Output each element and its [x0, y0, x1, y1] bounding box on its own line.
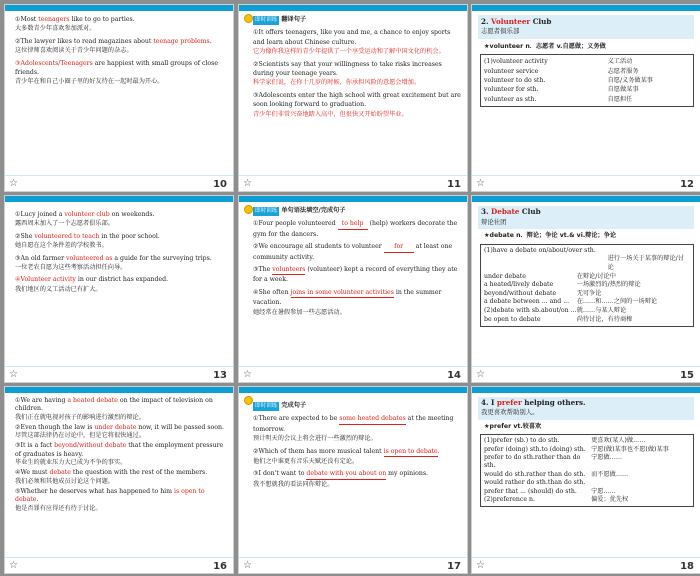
phrase-box: (1)prefer (sb.) to do sth. 更喜欢(某人)做…… prefer (doing) sth.to (doing) sth. 宁愿(做)某事也不愿(做)某事 prefer to do sth.rather than do sth. 宁愿做…… would do sth.rather than do sth. 而不愿做…… would rather do sth.than do sth. prefer that ... (should) do sth. 宁愿…… (2)preference n. 偏爱；优先权: [480, 434, 694, 507]
slide-top-bar: [5, 196, 233, 202]
star-icon: ☆: [476, 560, 485, 571]
slide-content: 即时训练 翻译句子 ①It offers teenagers, like you and me, a chance to enjoy sports and learn about Chinese culture. 它为像你我这样的青少年提供了一个享受运动和了解中国文化的机会。 ②Scientists say that your willingness to take risks increases during your teenage years. 科学家们说，在你十几岁的时候，你承担风险的意愿会增加。 ③Adolescents enter the high school with great excitement but are soon looking forward to graduation. 青少年们非常兴奋地踏入高中，但很快又开始盼望毕业。: [253, 16, 461, 118]
slide-top-bar: [472, 387, 700, 393]
slide-17[interactable]: [238, 386, 468, 574]
section-header: 4. I prefer helping others. 我更喜欢帮助别人。: [478, 397, 694, 420]
slide-top-bar: [5, 5, 233, 11]
slide-bottom-bar: [5, 175, 233, 191]
star-icon: ☆: [243, 178, 252, 189]
slide-16[interactable]: [4, 386, 234, 574]
star-icon: ☆: [9, 178, 18, 189]
answer-blank: for: [384, 242, 414, 252]
star-icon: ☆: [9, 560, 18, 571]
slide-content: 2. Volunteer Club 志愿者俱乐部 ★volunteer n．志愿者 v.自愿做；义务做 (1)volunteer activity 义工活动 volunteer service 志愿者服务 volunteer to do sth. 自愿/义务做某事 volunteer for sth. 自愿做某事 volunteer as sth. 自愿担任: [484, 15, 694, 107]
page-number: 11: [447, 179, 461, 190]
answer-blank: is open to debate: [384, 447, 438, 457]
phrase-box: (1)have a debate on/about/over sth. 进行一场关于某事的辩论/讨论 under debate 在辩论/讨论中 a heated/lively debate 一场激烈的/热烈的辩论 beyond/without debate 无可争论 a debate between ... and ... 在……和……之间的一场辩论 (2)debate with sb.about/on ... 就……与某人辩论 be open to debate 尚待讨论，有待商榷: [480, 244, 694, 327]
slide-14[interactable]: [238, 195, 468, 383]
answer-blank: some heated debates: [339, 414, 405, 424]
page-number: 14: [447, 370, 461, 381]
slide-content: ①Most teenagers like to go to parties. 大多数青少年喜欢参加派对。 ②The lawyer likes to read magazines about teenage problems. 这位律师喜欢阅读关于青少年问题的杂志。 ③Adolescents/Teenagers are happiest with small groups of close friends. 青少年在和自己小圈子里的好友待在一起时最为开心。: [15, 16, 218, 86]
star-icon: ☆: [243, 369, 252, 380]
slide-bottom-bar: [239, 557, 467, 573]
slide-top-bar: [239, 5, 467, 11]
exercise-label: 即时训练: [253, 16, 279, 25]
page-number: 12: [680, 179, 694, 190]
star-icon: ☆: [476, 369, 485, 380]
exercise-label: 即时训练: [253, 402, 279, 411]
slide-content: 4. I prefer helping others. 我更喜欢帮助别人。 ★prefer vt.较喜欢 (1)prefer (sb.) to do sth. 更喜欢(某人)做…… prefer (doing) sth.to (doing) sth. 宁愿(做)某事也不愿(做)某事 prefer to do sth.rather than do sth. 宁愿做…… would do sth.rather than do sth. 而不愿做…… would rather do sth.than do sth. prefer that ... (should) do sth. 宁愿…… (2)preference n. 偏爱；优先权: [484, 397, 694, 507]
slide-15[interactable]: [471, 195, 700, 383]
slide-content: 即时训练 单句语法填空/完成句子 ①Four people volunteered to help (help) workers decorate the gym for the dancers. ②We encourage all students to volunteer for at least one community activity. ③The volunteers (volunteer) kept a record of everything they ate for a week. ④She often joins in some volunteer activities in the summer vacation. 她经常在暑假参加一些志愿活动。: [253, 207, 458, 316]
slide-bottom-bar: [5, 366, 233, 382]
slide-top-bar: [472, 5, 700, 11]
star-icon: ☆: [9, 369, 18, 380]
slide-top-bar: [239, 387, 467, 393]
answer-blank: debate with you about on: [306, 469, 386, 479]
exercise-label: 即时训练: [253, 207, 279, 216]
slide-bottom-bar: [472, 366, 700, 382]
slide-top-bar: [239, 196, 467, 202]
slide-content: 3. Debate Club 辩论社团 ★debate n．辩论；争论 vt.& vi.辩论；争论 (1)have a debate on/about/over sth. 进行一场关于某事的辩论/讨论 under debate 在辩论/讨论中 a heated/lively debate 一场激烈的/热烈的辩论 beyond/without debate 无可争论 a debate between ... and ... 在……和……之间的一场辩论 (2)debate with sb.about/on ... 就……与某人辩论 be open to debate 尚待讨论，有待商榷: [484, 206, 694, 327]
slide-content: 即时训练 完成句子 ①There are expected to be some heated debates at the meeting tomorrow. 预计明天的会议上将会进行一些激烈的辩论。 ②Which of them has more musical talent is open to debate. 他们之中谁更有音乐天赋还没有定论。 ③I don't want to debate with you about on my opinions. 我不想就我的看法同你辩论。: [253, 402, 454, 488]
slide-bottom-bar: [239, 175, 467, 191]
slide-content: ①Lucy joined a volunteer club on weekends. 露西周末加入了一个志愿者俱乐部。 ②She volunteered to teach in the poor school. 她自愿在这个条件差的学校教书。 ③An old farmer volunteered as a guide for the surveying trips. 一位老农自愿为这些考察活动担任向导。 ④Volunteer activity in our district has expanded. 我们地区的义工活动已有扩大。: [15, 211, 212, 293]
answer-blank: to help: [338, 219, 368, 229]
star-icon: ☆: [243, 560, 252, 571]
page-number: 10: [213, 179, 227, 190]
slide-13[interactable]: [4, 195, 234, 383]
star-icon: ☆: [476, 178, 485, 189]
page-number: 15: [680, 370, 694, 381]
slide-10[interactable]: [4, 4, 234, 192]
slide-11[interactable]: [238, 4, 468, 192]
sun-logo-icon: [244, 396, 253, 405]
slide-bottom-bar: [472, 175, 700, 191]
page-number: 13: [213, 370, 227, 381]
phrase-box: (1)volunteer activity 义工活动 volunteer service 志愿者服务 volunteer to do sth. 自愿/义务做某事 volunteer for sth. 自愿做某事 volunteer as sth. 自愿担任: [480, 54, 694, 107]
page-number: 16: [213, 561, 227, 572]
slide-bottom-bar: [5, 557, 233, 573]
slide-12[interactable]: [471, 4, 700, 192]
slide-top-bar: [472, 196, 700, 202]
section-header: 3. Debate Club 辩论社团: [478, 206, 694, 229]
page-number: 18: [680, 561, 694, 572]
sun-logo-icon: [244, 14, 253, 23]
page-number: 17: [447, 561, 461, 572]
slide-content: ①We are having a heated debate on the impact of television on children. 我们正在就电视对孩子的影响进行激烈的辩论。 ②Even though the law is under debate now, it will be passed soon. 尽管这部法律仍在讨论中，但是它将很快通过。 ③It is a fact beyond/without debate that the employment pressure of graduates is heavy. 毕业生的就业压力大已成为不争的事实。 ④We must debate the question with the rest of the members. 我们必须和其他成员讨论这个问题。 ⑤Whether he deserves what has happened to him is open to debate. 他是否罪有应得还有待于讨论。: [15, 397, 224, 512]
slide-top-bar: [5, 387, 233, 393]
slide-bottom-bar: [472, 557, 700, 573]
answer-blank: joins in some volunteer activities: [291, 288, 394, 298]
sun-logo-icon: [244, 205, 253, 214]
section-header: 2. Volunteer Club 志愿者俱乐部: [478, 15, 694, 39]
slide-bottom-bar: [239, 366, 467, 382]
answer-blank: volunteers: [272, 265, 305, 275]
slide-18[interactable]: [471, 386, 700, 574]
